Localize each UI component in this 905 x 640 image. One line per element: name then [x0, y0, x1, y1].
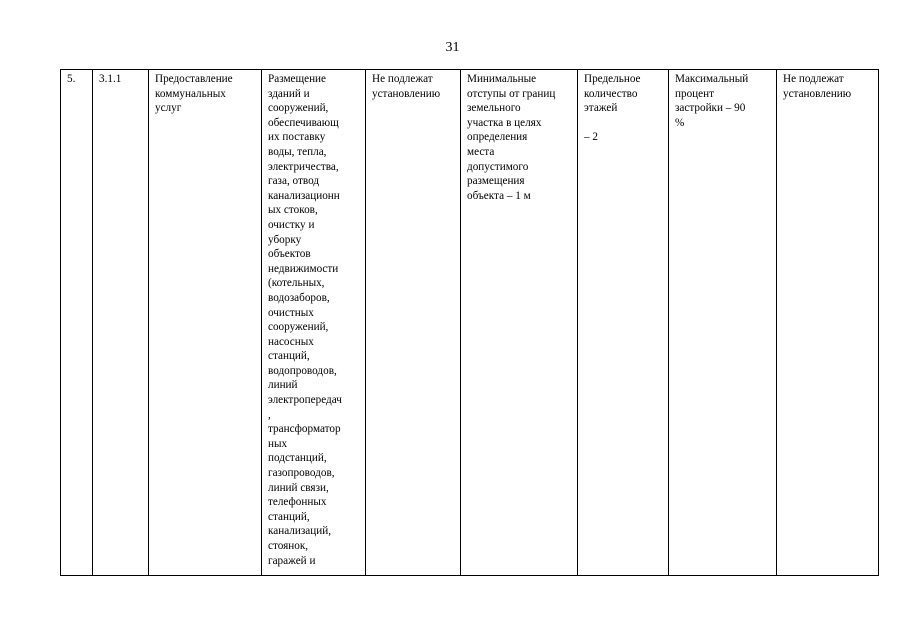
cell-use-description: Размещение зданий и сооружений, обеспечивающ их поставку воды, тепла, электричества, газа, отвод канализационн ых стоков, очистку и уборку объектов недвижимости (котельных, водозаборов, очистных сооружений, насосных станций, водопроводов, линий электропередач , трансформатор ных подстанций, газопроводов, линий связи, телефонных станций, канализаций, стоянок, гаражей и [262, 70, 366, 576]
table-row [61, 70, 879, 576]
cell-code: 3.1.1 [93, 70, 149, 576]
cell-use-name: Предоставление коммунальных услуг [149, 70, 262, 576]
cell-number: 5. [61, 70, 93, 576]
cell-other: Не подлежат установлению [777, 70, 879, 576]
cell-plot-size: Не подлежат установлению [366, 70, 461, 576]
zoning-table [60, 69, 879, 576]
page-number: 31 [445, 40, 460, 55]
cell-setbacks: Минимальные отступы от границ земельного участка в целях определения места допустимого размещения объекта – 1 м [461, 70, 578, 576]
cell-coverage: Максимальный процент застройки – 90 % [669, 70, 777, 576]
cell-floors: Предельное количество этажей – 2 [578, 70, 669, 576]
